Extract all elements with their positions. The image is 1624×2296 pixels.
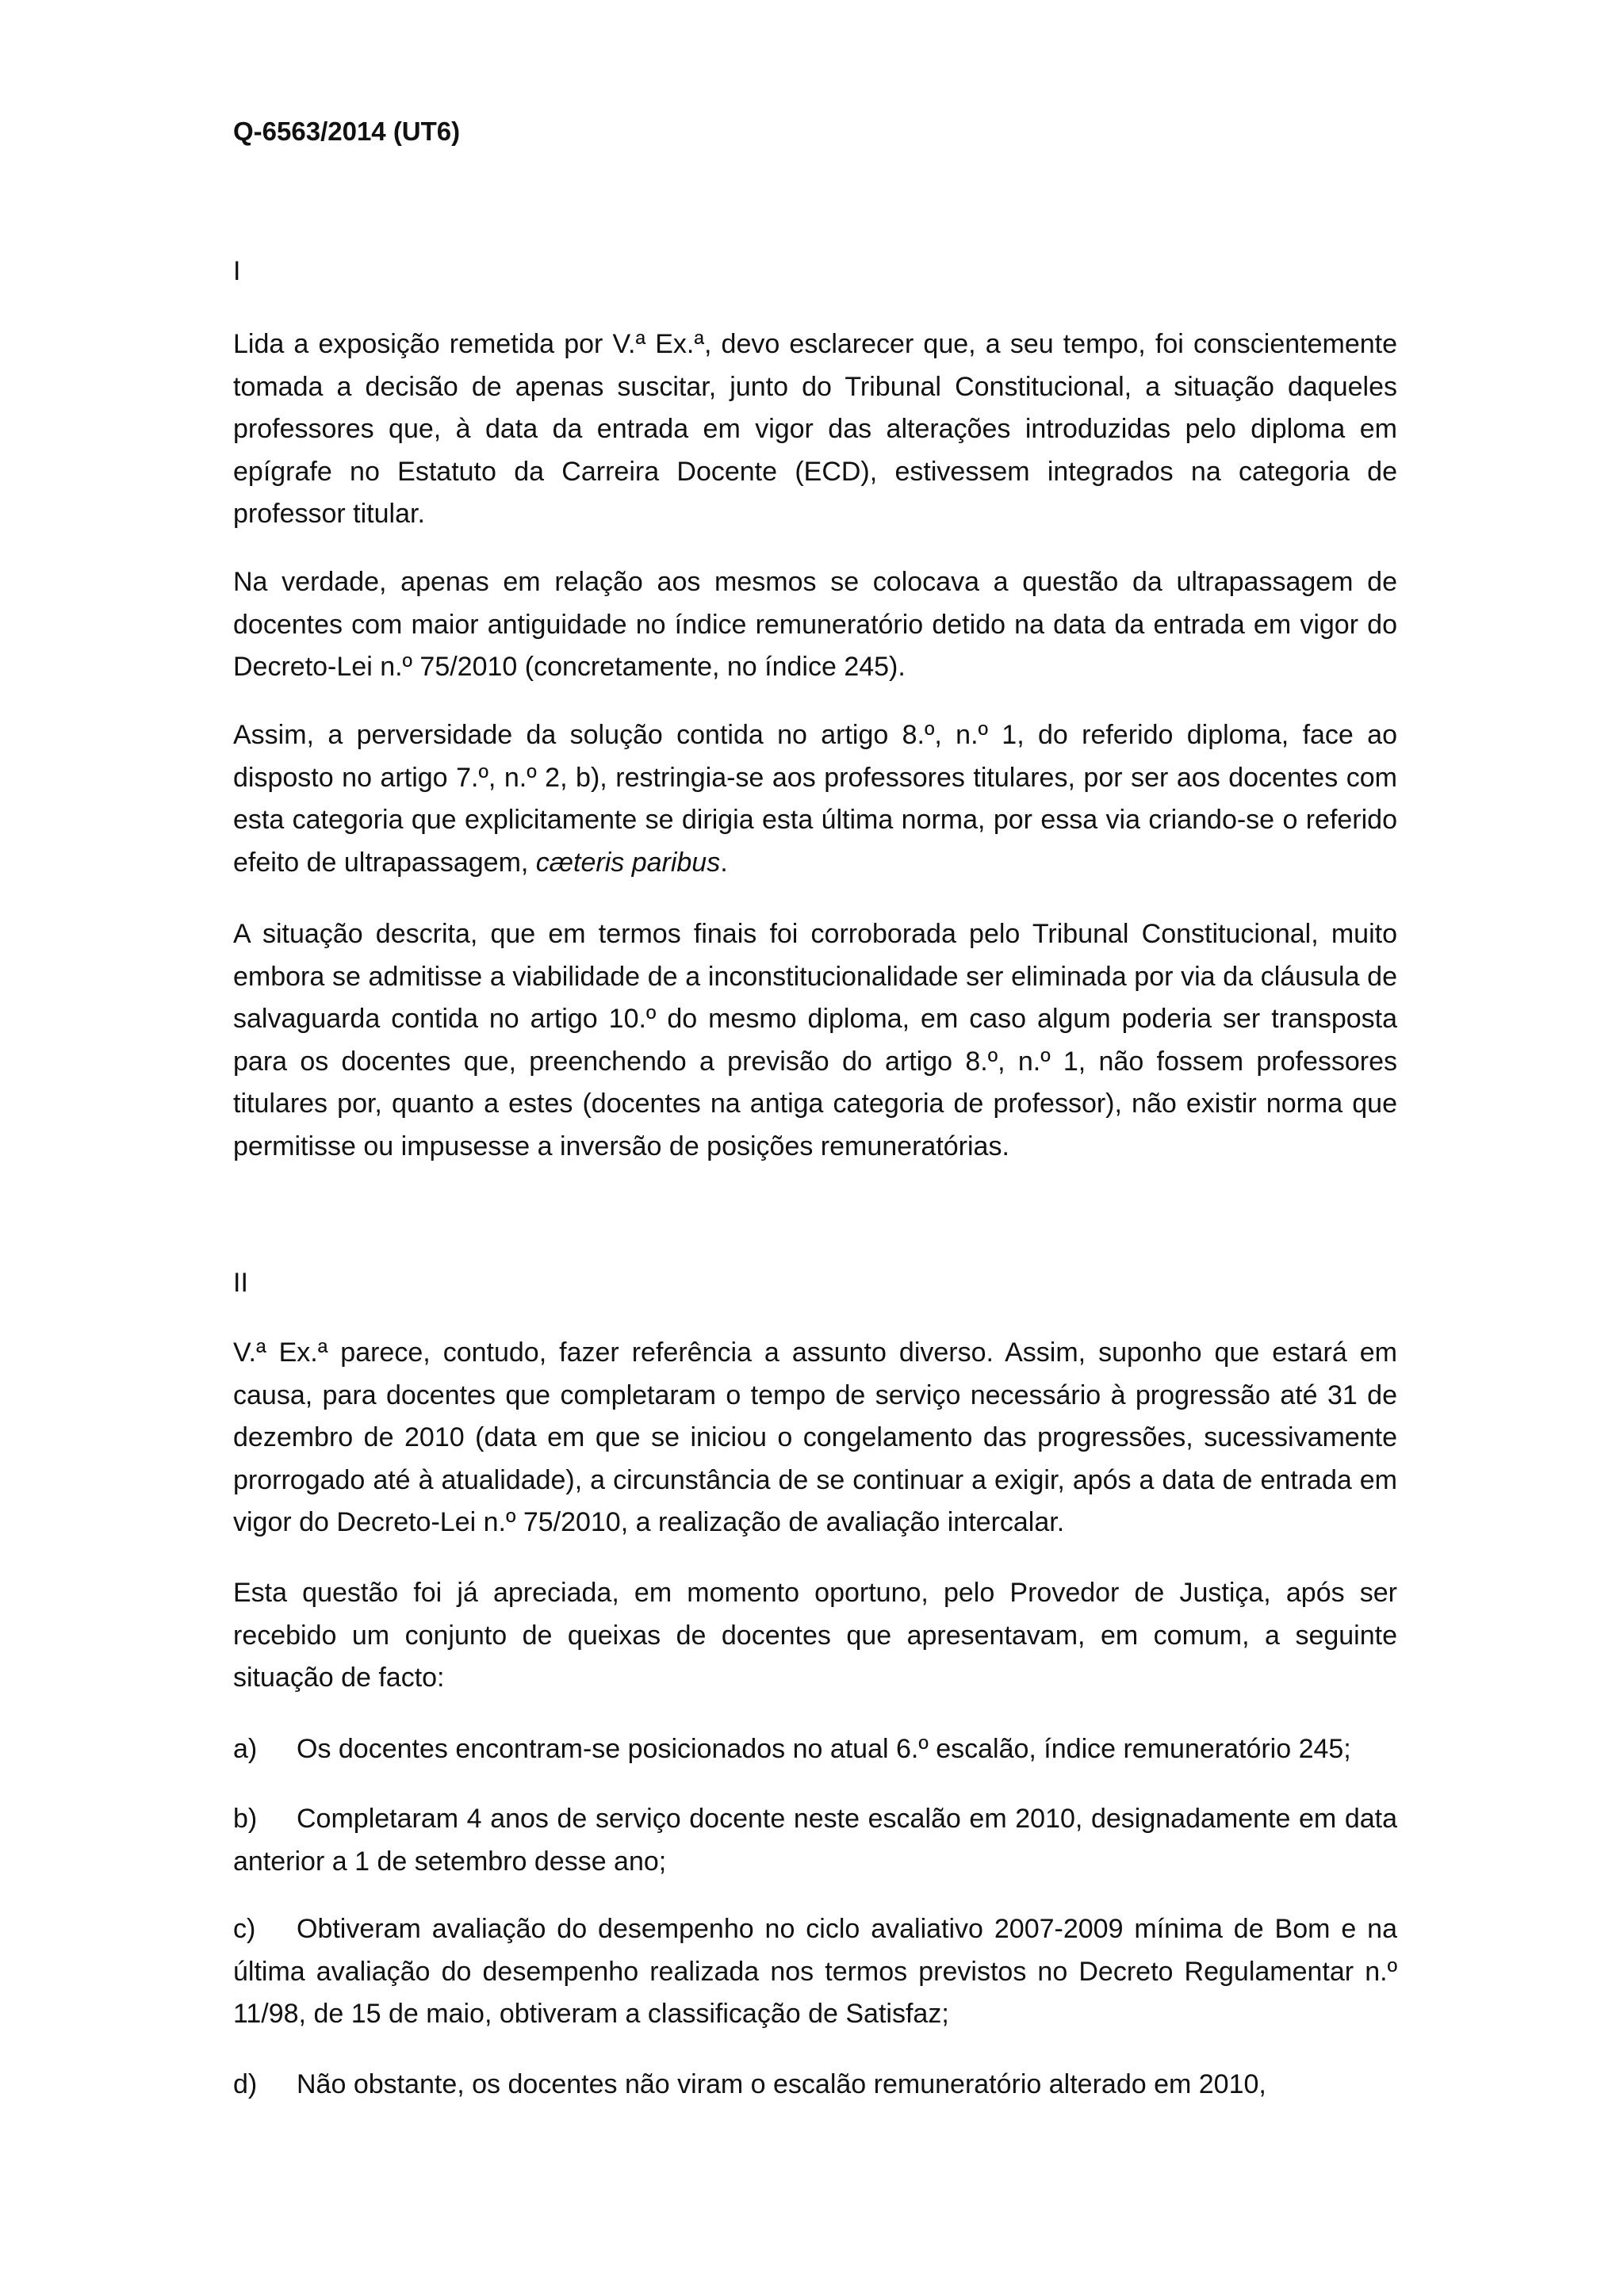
paragraph-text: Assim, a perversidade da solução contida no artigo 8.º, n.º 1, do referido diploma, face ao disposto no artigo 7.º, n.º 2, b), restringia-se aos professores titulares, por ser aos docentes com esta categoria que explicitamente se dirigia esta última norma, por essa via criando-se o referido efeito de ultrapassagem, <box>233 720 1397 878</box>
paragraph: V.ª Ex.ª parece, contudo, fazer referência a assunto diverso. Assim, suponho que estará em causa, para docentes que completaram o tempo de serviço necessário à progressão até 31 de dezembro de 2010 (data em que se iniciou o congelamento das progressões, sucessivamente prorrogado até à atualidade), a circunstância de se continuar a exigir, após a data de entrada em vigor do Decreto-Lei n.º 75/2010, a realização de avaliação intercalar. <box>233 1337 1397 1537</box>
list-item-text: Não obstante, os docentes não viram o escalão remuneratório alterado em 2010, <box>297 2069 1266 2099</box>
process-reference: Q-6563/2014 (UT6) <box>233 117 461 146</box>
list-marker: a) <box>233 1734 258 1764</box>
list-item <box>233 1798 1397 1883</box>
paragraph: Lida a exposição remetida por V.ª Ex.ª, devo esclarecer que, a seu tempo, foi conscientemente tomada a decisão de apenas suscitar, junto do Tribunal Constitucional, a situação daqueles professores que, à data da entrada em vigor das alterações introduzidas pelo diploma em epígrafe no Estatuto da Carreira Docente (ECD), estivessem integrados na categoria de professor titular. <box>233 329 1397 529</box>
paragraph: Esta questão foi já apreciada, em momento oportuno, pelo Provedor de Justiça, após ser recebido um conjunto de queixas de docentes que apresentavam, em comum, a seguinte situação de facto: <box>233 1578 1397 1693</box>
section-heading-1: I <box>233 256 241 286</box>
list-item-text: Os docentes encontram-se posicionados no atual 6.º escalão, índice remuneratório 245; <box>297 1734 1351 1764</box>
paragraph: Na verdade, apenas em relação aos mesmos se colocava a questão da ultrapassagem de docentes com maior antiguidade no índice remuneratório detido na data da entrada em vigor do Decreto-Lei n.º 75/2010 (concretamente, no índice 245). <box>233 567 1397 682</box>
list-item-text: Obtiveram avaliação do desempenho no ciclo avaliativo 2007-2009 mínima de Bom e na última avaliação do desempenho realizada nos termos previstos no Decreto Regulamentar n.º 11/98, de 15 de maio, obtiveram a classificação de Satisfaz; <box>233 1914 1397 2029</box>
list-item <box>233 1728 1397 1771</box>
list-marker: d) <box>233 2069 258 2099</box>
latin-phrase: cæteris paribus <box>535 847 721 878</box>
list-marker: c) <box>233 1914 256 1944</box>
paragraph-text-end: . <box>720 847 728 878</box>
list-marker: b) <box>233 1804 258 1834</box>
list-item <box>233 2064 1397 2107</box>
paragraph: A situação descrita, que em termos finais foi corroborada pelo Tribunal Constitucional, muito embora se admitisse a viabilidade de a inconstitucionalidade ser eliminada por via da cláusula de salvaguarda contida no artigo 10.º do mesmo diploma, em caso algum poderia ser transposta para os docentes que, preenchendo a previsão do artigo 8.º, n.º 1, não fossem professores titulares por, quanto a estes (docentes na antiga categoria de professor), não existir norma que permitisse ou impusesse a inversão de posições remuneratórias. <box>233 919 1397 1161</box>
list-item <box>233 1908 1397 2036</box>
list-item-text: Completaram 4 anos de serviço docente neste escalão em 2010, designadamente em data anterior a 1 de setembro desse ano; <box>233 1804 1397 1877</box>
paragraph <box>233 714 1397 884</box>
section-heading-2: II <box>233 1268 248 1298</box>
